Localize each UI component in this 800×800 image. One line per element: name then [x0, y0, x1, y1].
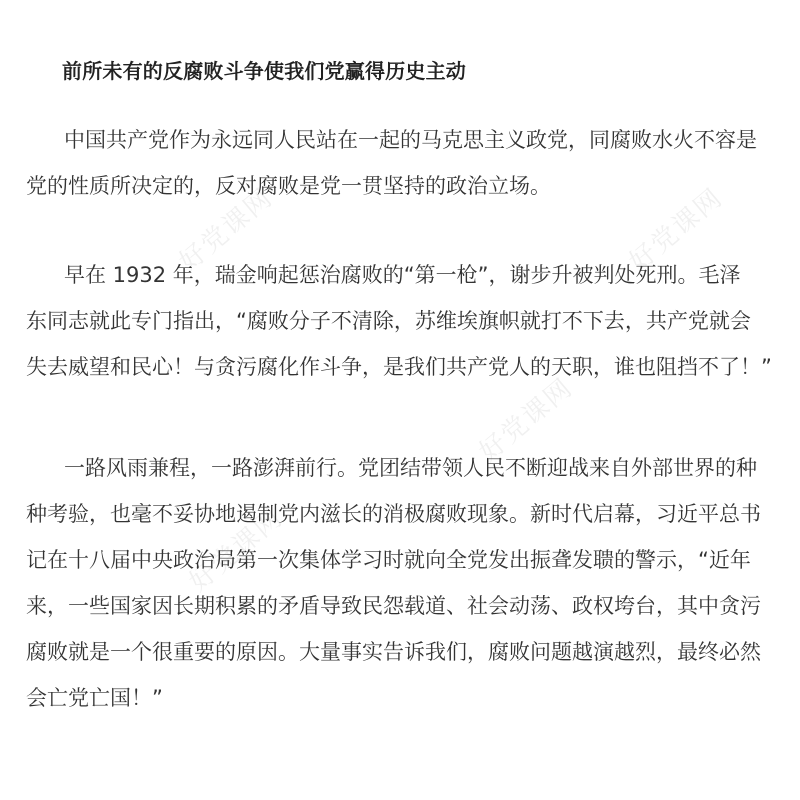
paragraph-line: 记在十八届中央政治局第一次集体学习时就向全党发出振聋发聩的警示，“近年	[26, 548, 751, 572]
watermark: 好党课网	[473, 372, 579, 468]
paragraph	[26, 445, 776, 721]
paragraph	[26, 252, 776, 390]
paragraph-line: 腐败就是一个很重要的原因。大量事实告诉我们，腐败问题越演越烈，最终必然	[26, 640, 761, 664]
paragraph	[26, 117, 776, 209]
paragraph-line: 会亡党亡国！”	[26, 686, 163, 710]
watermark: 好党课网	[183, 502, 289, 598]
paragraph-line: 早在 1932 年，瑞金响起惩治腐败的“第一枪”，谢步升被判处死刑。毛泽	[64, 263, 741, 287]
paragraph-line: 种考验，也毫不妥协地遏制党内滋长的消极腐败现象。新时代启幕，习近平总书	[26, 502, 761, 526]
article-heading: 前所未有的反腐败斗争使我们党赢得历史主动	[62, 59, 466, 83]
paragraph-line: 中国共产党作为永远同人民站在一起的马克思主义政党，同腐败水火不容是	[64, 128, 757, 152]
watermark: 好党课网	[623, 182, 729, 278]
paragraph-line: 来，一些国家因长期积累的矛盾导致民怨载道、社会动荡、政权垮台，其中贪污	[26, 594, 761, 618]
paragraph-line: 党的性质所决定的，反对腐败是党一贯坚持的政治立场。	[26, 174, 551, 198]
paragraph-line: 东同志就此专门指出，“腐败分子不清除，苏维埃旗帜就打不下去，共产党就会	[26, 309, 751, 333]
paragraph-line: 一路风雨兼程，一路澎湃前行。党团结带领人民不断迎战来自外部世界的种	[64, 456, 757, 480]
paragraph-line: 失去威望和民心！与贪污腐化作斗争，是我们共产党人的天职，谁也阻挡不了！”	[26, 355, 772, 379]
watermark: 好党课网	[173, 182, 279, 278]
